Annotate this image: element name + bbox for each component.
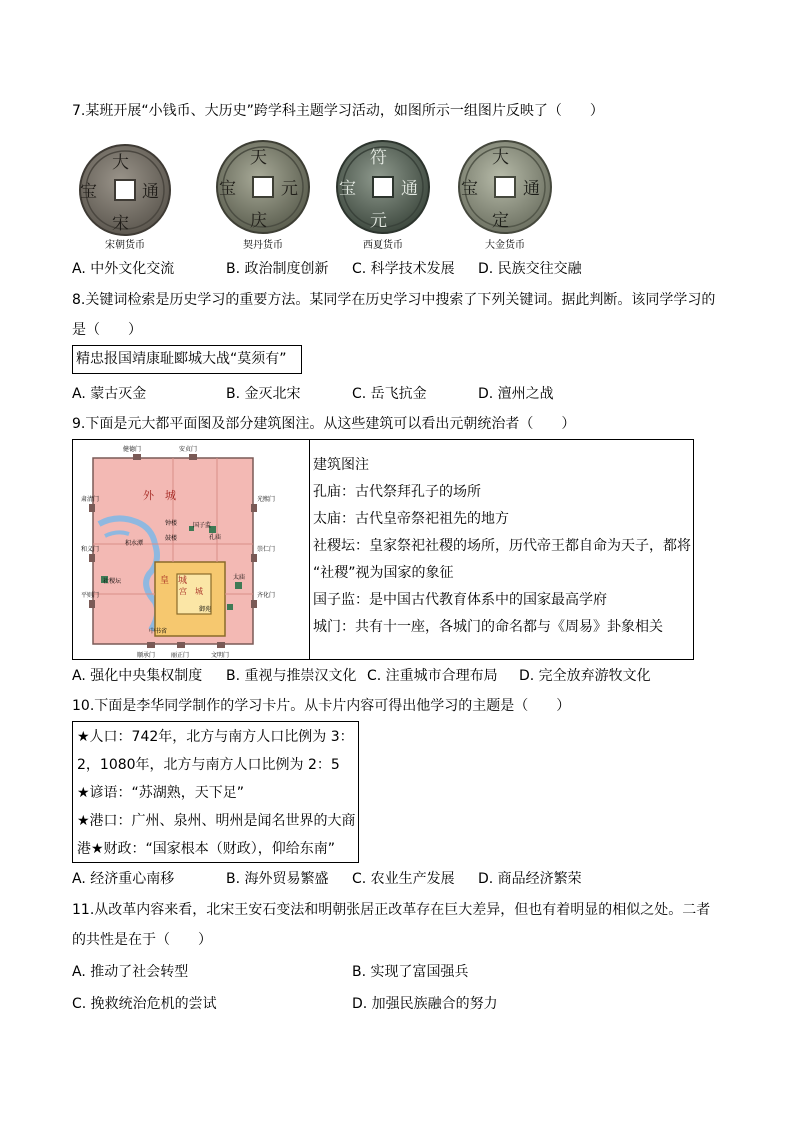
map-site-yuyuan: 御苑 <box>199 606 212 613</box>
card-ports: ★港口：广州、泉州、明州是闻名世界的大商 <box>77 813 356 829</box>
q7-option-a[interactable]: A. 中外文化交流 <box>72 261 175 277</box>
xixia-coin-char-left: 宝 <box>339 179 356 199</box>
legend-guozijian: 国子监：是中国古代教育体系中的国家最高学府 <box>313 592 607 608</box>
xixia-coin-char-right: 通 <box>401 179 418 199</box>
card-population-line2: 2，1080年，北方与南方人口比例为 2：5 <box>77 757 340 773</box>
xixia-coin-char-top: 符 <box>370 148 387 168</box>
jin-coin-caption: 大金货币 <box>485 240 525 251</box>
q10-option-d[interactable]: D. 商品经济繁荣 <box>478 871 582 887</box>
map-site-drum-tower: 鼓楼 <box>165 535 178 542</box>
q10-option-b[interactable]: B. 海外贸易繁盛 <box>226 871 329 887</box>
map-gate-qihua: 齐化门 <box>257 592 276 599</box>
map-gate-wenming: 文明门 <box>211 652 230 659</box>
legend-confucius-temple: 孔庙：古代祭拜孔子的场所 <box>313 484 481 500</box>
map-gate-suqing: 肃清门 <box>81 496 100 503</box>
card-population-line1: ★人口：742年，北方与南方人口比例为 3： <box>77 729 354 745</box>
map-site-taimiao: 太庙 <box>233 574 246 581</box>
jin-coin-char-bottom: 定 <box>492 211 509 231</box>
q8-keyword-box <box>72 345 302 374</box>
map-site-confucius-temple: 孔庙 <box>209 534 222 541</box>
q7-option-c[interactable]: C. 科学技术发展 <box>352 261 455 277</box>
khitan-coin-char-left: 宝 <box>219 179 236 199</box>
khitan-coin-char-top: 天 <box>250 148 267 168</box>
card-proverb: ★谚语：“苏湖熟，天下足” <box>77 785 245 801</box>
khitan-coin-char-bottom: 庆 <box>250 211 267 231</box>
q8-keywords: 精忠报国靖康耻郾城大战“莫须有” <box>76 351 287 367</box>
khitan-coin-caption: 契丹货币 <box>243 240 283 251</box>
map-gate-shuncheng: 顺承门 <box>137 652 156 659</box>
map-gate-jiande: 健德门 <box>123 446 142 453</box>
q8-option-b[interactable]: B. 金灭北宋 <box>226 386 301 402</box>
jin-coin-char-left: 宝 <box>461 179 478 199</box>
q11-option-d[interactable]: D. 加强民族融合的努力 <box>352 996 498 1012</box>
map-gate-anzhen: 安贞门 <box>179 446 198 453</box>
song-coin-char-right: 通 <box>142 182 159 202</box>
map-gate-lizheng: 丽正门 <box>171 652 190 659</box>
map-site-sheji-altar: 社稷坛 <box>103 578 122 585</box>
q11-stem-line2: 的共性是在于（ ） <box>72 932 212 948</box>
q7-option-d[interactable]: D. 民族交往交融 <box>478 261 582 277</box>
legend-sheji-altar: 社稷坛：皇家祭祀社稷的场所，历代帝王都自命为天子，都将 <box>313 538 691 554</box>
map-site-guozijian: 国子监 <box>193 522 212 529</box>
q10-study-card <box>72 721 359 863</box>
q8-option-d[interactable]: D. 澶州之战 <box>478 386 554 402</box>
q8-option-c[interactable]: C. 岳飞抗金 <box>352 386 427 402</box>
q10-option-c[interactable]: C. 农业生产发展 <box>352 871 455 887</box>
q9-stem: 9.下面是元大都平面图及部分建筑图注。从这些建筑可以看出元朝统治者（ ） <box>72 416 576 432</box>
map-imperial-city-label: 皇 城 <box>160 576 188 586</box>
q8-stem-line2: 是（ ） <box>72 322 142 338</box>
map-gate-chongren: 崇仁门 <box>257 546 276 553</box>
song-coin-char-left: 宝 <box>80 182 97 202</box>
q7-stem: 7.某班开展“小钱币、大历史”跨学科主题学习活动，如图所示一组图片反映了（ ） <box>72 103 604 119</box>
jin-coin-char-top: 大 <box>492 148 509 168</box>
map-palace-city-label: 宫 城 <box>179 587 203 596</box>
q11-option-b[interactable]: B. 实现了富国强兵 <box>352 964 469 980</box>
q9-option-d[interactable]: D. 完全放弃游牧文化 <box>519 668 651 684</box>
map-gate-guangxi: 光熙门 <box>257 496 276 503</box>
q9-table-divider <box>309 440 310 659</box>
map-gate-pingze: 平则门 <box>81 592 100 599</box>
q9-option-b[interactable]: B. 重视与推崇汉文化 <box>226 668 357 684</box>
song-coin-caption: 宋朝货币 <box>105 240 145 251</box>
legend-title: 建筑图注 <box>313 457 369 473</box>
q11-stem-line1: 11.从改革内容来看，北宋王安石变法和明朝张居正改革存在巨大差异，但也有着明显的相似之处。二者 <box>72 902 711 918</box>
jin-coin-char-right: 通 <box>523 179 540 199</box>
q8-option-a[interactable]: A. 蒙古灭金 <box>72 386 147 402</box>
map-site-bell-tower: 钟楼 <box>165 520 178 527</box>
song-coin-char-top: 大 <box>112 153 129 173</box>
q7-option-b[interactable]: B. 政治制度创新 <box>226 261 329 277</box>
map-site-zhongshusheng: 中书省 <box>149 628 168 635</box>
khitan-coin-char-right: 元 <box>281 179 298 199</box>
song-coin-char-bottom: 宋 <box>112 214 129 234</box>
q11-option-c[interactable]: C. 挽救统治危机的尝试 <box>72 996 217 1012</box>
map-gate-heyi: 和义门 <box>81 546 100 553</box>
q9-option-a[interactable]: A. 强化中央集权制度 <box>72 668 203 684</box>
q10-stem: 10.下面是李华同学制作的学习卡片。从卡片内容可得出他学习的主题是（ ） <box>72 698 571 714</box>
q8-stem-line1: 8.关键词检索是历史学习的重要方法。某同学在历史学习中搜索了下列关键词。据此判断。该同学学习的 <box>72 292 716 308</box>
xixia-coin-char-bottom: 元 <box>370 211 387 231</box>
legend-city-gates: 城门：共有十一座，各城门的命名都与《周易》卦象相关 <box>313 619 663 635</box>
map-site-jishuitan: 积水潭 <box>125 540 144 547</box>
legend-taimiao: 太庙：古代皇帝祭祀祖先的地方 <box>313 511 509 527</box>
map-outer-city-label: 外 城 <box>143 489 176 502</box>
q9-figure-table <box>72 439 694 660</box>
q11-option-a[interactable]: A. 推动了社会转型 <box>72 964 189 980</box>
q9-option-c[interactable]: C. 注重城市合理布局 <box>367 668 498 684</box>
q10-option-a[interactable]: A. 经济重心南移 <box>72 871 175 887</box>
card-finance: 港★财政：“国家根本（财政），仰给东南” <box>77 841 336 857</box>
legend-sheji-altar-cont: “社稷”视为国家的象征 <box>313 565 454 581</box>
xixia-coin-caption: 西夏货币 <box>363 240 403 251</box>
